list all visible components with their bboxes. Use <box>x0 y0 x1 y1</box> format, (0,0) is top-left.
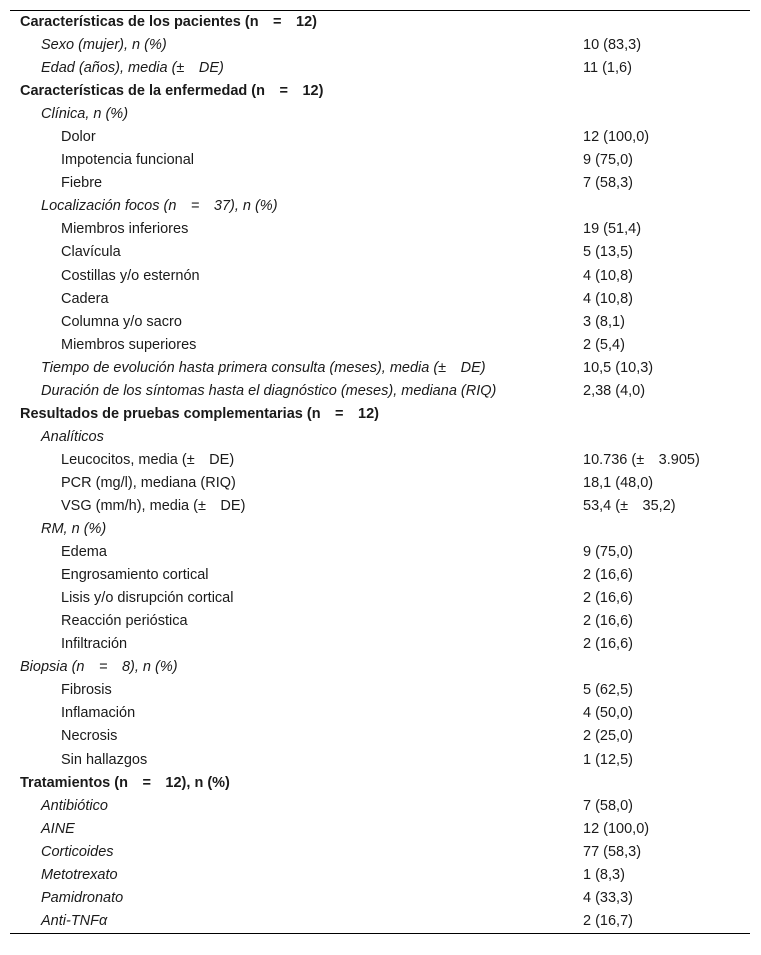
row-label: Resultados de pruebas complementarias (n = 12) <box>20 405 379 422</box>
table-row <box>10 633 750 656</box>
table-row <box>10 518 750 541</box>
row-label: Tiempo de evolución hasta primera consulta (meses), media (± DE) <box>41 359 486 376</box>
row-value: 5 (62,5) <box>583 682 633 699</box>
table-row <box>10 702 750 725</box>
row-label: Inflamación <box>61 705 136 722</box>
row-label: Antibiótico <box>41 797 108 814</box>
row-value: 77 (58,3) <box>583 843 642 860</box>
row-label: Sexo (mujer), n (%) <box>41 37 167 54</box>
table-row <box>10 265 750 288</box>
row-label: Necrosis <box>61 728 118 745</box>
table-row <box>10 656 750 679</box>
row-value: 2 (25,0) <box>583 728 633 745</box>
table-row <box>10 841 750 864</box>
row-value: 10 (83,3) <box>583 37 642 54</box>
row-value: 53,4 (± 35,2) <box>583 497 676 514</box>
table-row <box>10 887 750 910</box>
table-row <box>10 149 750 172</box>
table-row <box>10 449 750 472</box>
row-value: 7 (58,3) <box>583 175 633 192</box>
row-value: 7 (58,0) <box>583 797 633 814</box>
table-row <box>10 679 750 702</box>
table-row <box>10 495 750 518</box>
row-label: Infiltración <box>61 636 128 653</box>
row-value: 2 (5,4) <box>583 336 625 353</box>
table-row <box>10 172 750 195</box>
table-row <box>10 541 750 564</box>
table-row <box>10 587 750 610</box>
section-header-row <box>10 403 750 426</box>
section-header-row <box>10 772 750 795</box>
row-label: Edema <box>61 544 107 561</box>
row-value: 2 (16,6) <box>583 567 633 584</box>
row-label: Biopsia (n = 8), n (%) <box>20 659 178 676</box>
row-value: 10.736 (± 3.905) <box>583 451 700 468</box>
row-value: 4 (33,3) <box>583 889 633 906</box>
row-value: 18,1 (48,0) <box>583 474 654 491</box>
row-value: 10,5 (10,3) <box>583 359 654 376</box>
row-value: 3 (8,1) <box>583 313 625 330</box>
row-label: Características de la enfermedad (n = 12) <box>20 83 324 100</box>
row-label: Sin hallazgos <box>61 751 148 768</box>
row-label: Miembros inferiores <box>61 221 189 238</box>
row-value: 2 (16,6) <box>583 613 633 630</box>
table-row <box>10 57 750 80</box>
row-value: 5 (13,5) <box>583 244 633 261</box>
row-label: Fibrosis <box>61 682 112 699</box>
row-label: Engrosamiento cortical <box>61 567 209 584</box>
table-row <box>10 241 750 264</box>
table-row <box>10 334 750 357</box>
row-value: 1 (12,5) <box>583 751 633 768</box>
table-row <box>10 818 750 841</box>
row-value: 9 (75,0) <box>583 152 633 169</box>
row-label: Miembros superiores <box>61 336 197 353</box>
table-row <box>10 864 750 887</box>
table-row <box>10 103 750 126</box>
table-row <box>10 380 750 403</box>
row-label: Leucocitos, media (± DE) <box>61 451 235 468</box>
row-label: Duración de los síntomas hasta el diagnóstico (meses), mediana (RIQ) <box>41 382 497 399</box>
table-row <box>10 34 750 57</box>
row-label: Pamidronato <box>41 889 124 906</box>
row-value: 1 (8,3) <box>583 866 625 883</box>
row-label: Localización focos (n = 37), n (%) <box>41 198 278 215</box>
section-header-row <box>10 80 750 103</box>
row-value: 4 (10,8) <box>583 267 633 284</box>
row-value: 2,38 (4,0) <box>583 382 646 399</box>
row-label: Corticoides <box>41 843 114 860</box>
table-row <box>10 195 750 218</box>
row-label: Dolor <box>61 129 96 146</box>
row-label: PCR (mg/l), mediana (RIQ) <box>61 474 236 491</box>
row-value: 4 (10,8) <box>583 290 633 307</box>
table-row <box>10 472 750 495</box>
row-value: 2 (16,7) <box>583 912 633 929</box>
table-row <box>10 357 750 380</box>
row-label: Lisis y/o disrupción cortical <box>61 590 234 607</box>
row-value: 11 (1,6) <box>583 60 632 77</box>
row-label: Metotrexato <box>41 866 118 883</box>
row-label: Fiebre <box>61 175 103 192</box>
row-label: Edad (años), media (± DE) <box>41 60 224 77</box>
row-value: 2 (16,6) <box>583 636 633 653</box>
row-label: Tratamientos (n = 12), n (%) <box>20 774 230 791</box>
row-value: 12 (100,0) <box>583 820 650 837</box>
row-label: VSG (mm/h), media (± DE) <box>61 497 246 514</box>
row-label: Analíticos <box>41 428 104 445</box>
row-value: 12 (100,0) <box>583 129 650 146</box>
row-label: Clínica, n (%) <box>41 106 129 123</box>
row-value: 9 (75,0) <box>583 544 633 561</box>
table-row <box>10 218 750 241</box>
row-label: Características de los pacientes (n = 12) <box>20 14 317 30</box>
table-row <box>10 725 750 748</box>
row-value: 2 (16,6) <box>583 590 633 607</box>
table-row <box>10 126 750 149</box>
row-label: Cadera <box>61 290 109 307</box>
row-label: Clavícula <box>61 244 121 261</box>
table-row <box>10 426 750 449</box>
table-row <box>10 311 750 334</box>
table-row <box>10 610 750 633</box>
row-value: 19 (51,4) <box>583 221 642 238</box>
row-label: Reacción perióstica <box>61 613 188 630</box>
row-label: RM, n (%) <box>41 521 107 538</box>
row-label: Columna y/o sacro <box>61 313 182 330</box>
table-row <box>10 564 750 587</box>
clinical-characteristics-table <box>10 10 750 934</box>
table-row <box>10 910 750 933</box>
row-label: Anti-TNFα <box>41 912 108 929</box>
row-value: 4 (50,0) <box>583 705 633 722</box>
table-row <box>10 749 750 772</box>
row-label: Costillas y/o esternón <box>61 267 200 284</box>
table-row <box>10 288 750 311</box>
section-header-row <box>10 11 750 34</box>
row-label: Impotencia funcional <box>61 152 194 169</box>
row-label: AINE <box>41 820 75 837</box>
table-row <box>10 795 750 818</box>
